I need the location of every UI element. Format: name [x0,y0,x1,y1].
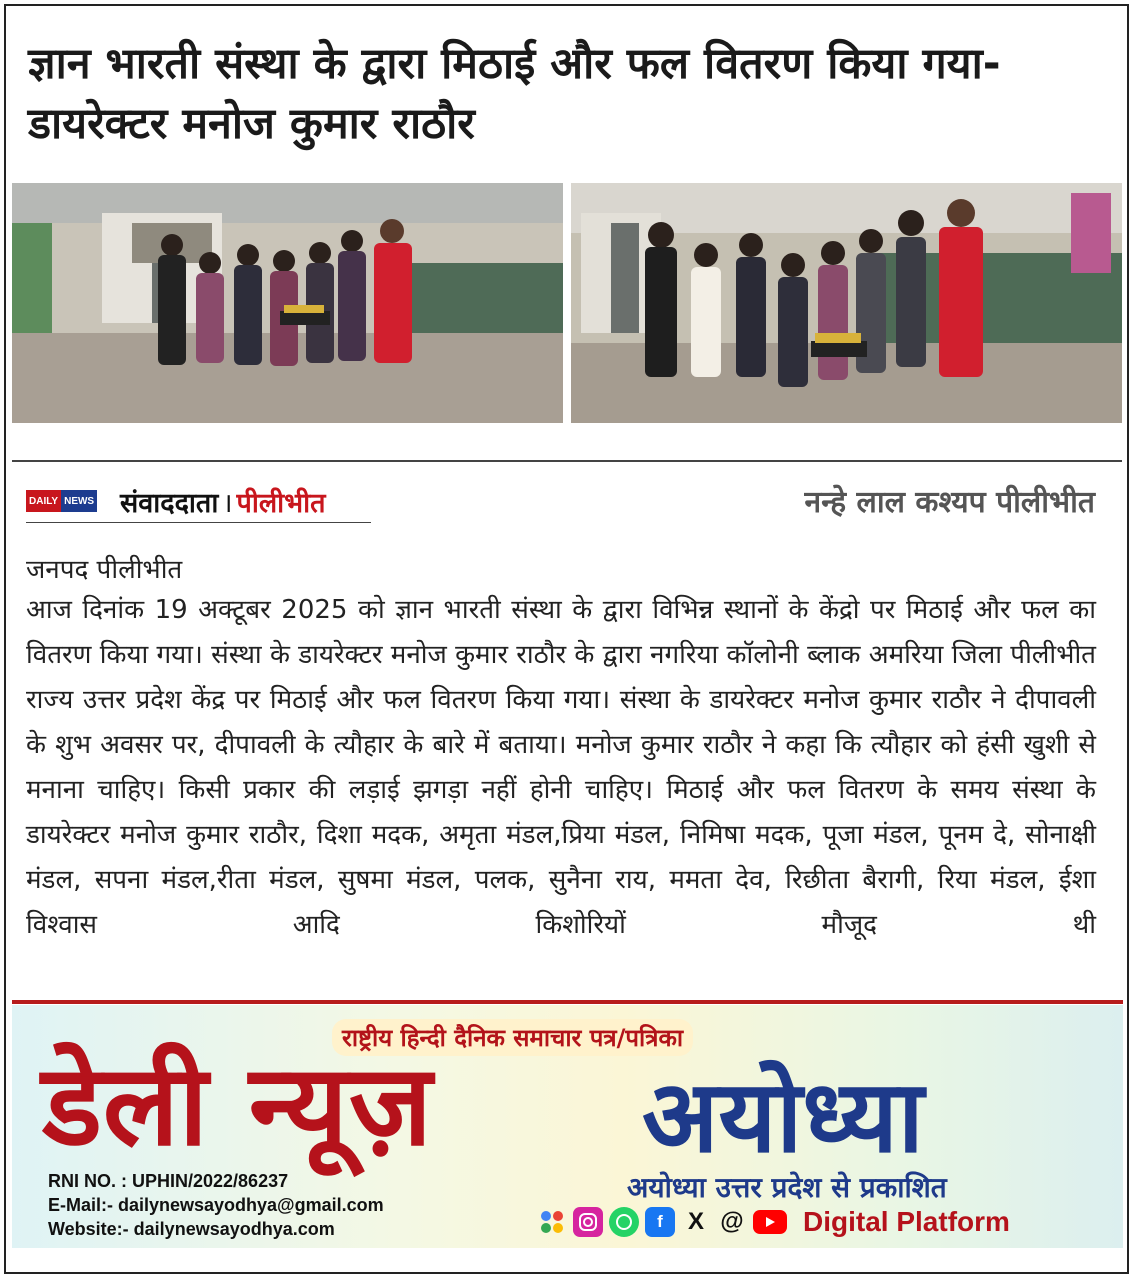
headline [28,34,1108,154]
article-body: आज दिनांक 19 अक्टूबर 2025 को ज्ञान भारती संस्था के द्वारा विभिन्न स्थानों के केंद्रो पर मिठाई और फल का वितरण किया गया। संस्था के डायरेक्टर मनोज कुमार राठौर के द्वारा नगरिया कॉलोनी ब्लाक अमरिया जिला पीलीभीत राज्य उत्तर प्रदेश केंद्र पर मिठाई और फल वितरण किया गया। संस्था के डायरेक्टर मनोज कुमार राठौर ने दीपावली के शुभ अवसर पर, दीपावली के त्यौहार के बारे में बताया। मनोज कुमार राठौर ने कहा कि त्यौहार को हंसी खुशी से मनाना चाहिए। किसी प्रकार की लड़ाई झगड़ा नहीं होनी चाहिए। मिठाई और फल वितरण के समय संस्था के डायरेक्टर मनोज कुमार राठौर, दिशा मदक, अमृता मंडल,प्रिया मंडल, निमिषा मदक, पूजा मंडल, पूनम दे, सोनाक्षी मंडल, सपना मंडल,रीता मंडल, सुषमा मंडल, पलक, सुनैना राय, ममता देव, रिछीता बैरागी, रिया मंडल, ईशा विश्वास आदि किशोरियों मौजूद थी [26,595,1096,940]
byline-separator: । [222,487,233,519]
brand-name-part-1: डेली न्यूज़ [42,1041,433,1171]
digital-platform-label: Digital Platform [803,1206,1010,1237]
brand-name-part-2: अयोध्या [642,1058,924,1175]
newspaper-banner [12,1005,1123,1248]
whatsapp-icon[interactable] [609,1207,639,1237]
banner-top-border [12,1000,1123,1004]
logo-text-daily: DAILY [26,490,61,512]
threads-icon[interactable]: @ [720,1208,744,1235]
article-dateline: जनपद पीलीभीत [26,555,183,585]
instagram-icon[interactable] [573,1207,603,1237]
section-divider [12,460,1122,462]
x-icon[interactable]: X [687,1208,704,1235]
youtube-icon[interactable] [753,1210,787,1234]
headline-line-1: ज्ञान भारती संस्था के द्वारा मिठाई और फल वितरण किया गया- [28,39,1001,89]
byline-underline [26,522,371,523]
logo-text-news: NEWS [61,490,97,512]
reporter-byline [26,478,326,524]
facebook-icon[interactable]: f [645,1207,675,1237]
reporter-location: पीलीभीत [236,487,326,519]
social-links [537,1206,1010,1238]
google-news-icon[interactable] [537,1207,567,1237]
reporter-label: संवाददाता [120,487,219,519]
news-photo-2 [571,183,1122,423]
website-link[interactable]: Website:- dailynewsayodhya.com [48,1219,335,1239]
banner-tagline: राष्ट्रीय हिन्दी दैनिक समाचार पत्र/पत्रिका [332,1019,693,1056]
published-from: अयोध्या उत्तर प्रदेश से प्रकाशित [627,1171,947,1204]
rni-number: RNI NO. : UPHIN/2022/86237 [48,1171,289,1191]
news-photo-1 [12,183,563,423]
author-name: नन्हे लाल कश्यप पीलीभीत [804,485,1095,520]
daily-news-logo [26,490,112,512]
contact-email[interactable]: E-Mail:- dailynewsayodhya@gmail.com [48,1195,384,1215]
headline-line-2: डायरेक्टर मनोज कुमार राठौर [28,99,475,149]
